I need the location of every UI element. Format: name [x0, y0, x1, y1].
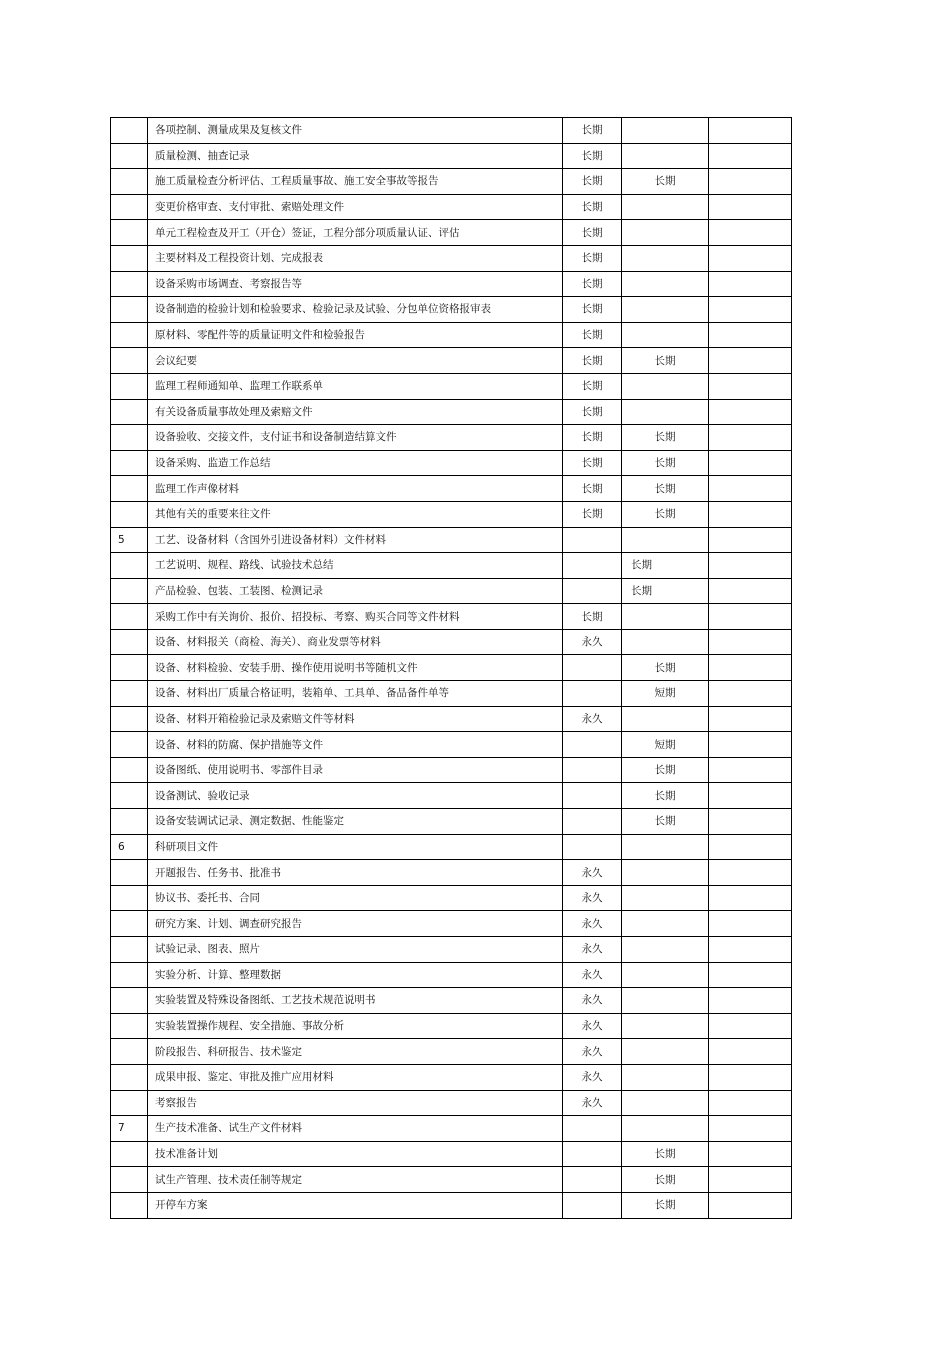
table-row: [111, 425, 792, 451]
remarks-cell: [709, 1090, 792, 1116]
retention-period-a-cell: [563, 834, 622, 860]
retention-period-b-cell: [622, 118, 709, 144]
table-row: [111, 245, 792, 271]
document-title-cell: 设备制造的检验计划和检验要求、检验记录及试验、分包单位资格报审表: [148, 297, 563, 323]
retention-period-a-cell: 永久: [563, 1039, 622, 1065]
table-row: [111, 527, 792, 553]
table-row: [111, 143, 792, 169]
retention-period-b-cell: 长期: [622, 348, 709, 374]
document-title-cell: 成果申报、鉴定、审批及推广应用材料: [148, 1064, 563, 1090]
document-title-cell: 其他有关的重要来往文件: [148, 501, 563, 527]
table-row: [111, 271, 792, 297]
item-number-cell: [111, 194, 148, 220]
retention-period-a-cell: 长期: [563, 118, 622, 144]
retention-period-a-cell: [563, 681, 622, 707]
document-title-cell: 单元工程检查及开工（开仓）签证，工程分部分项质量认证、评估: [148, 220, 563, 246]
remarks-cell: [709, 297, 792, 323]
retention-period-a-cell: [563, 1192, 622, 1218]
retention-period-b-cell: 长期: [622, 655, 709, 681]
retention-period-a-cell: 长期: [563, 399, 622, 425]
retention-period-b-cell: 长期: [622, 809, 709, 835]
retention-period-a-cell: 长期: [563, 373, 622, 399]
document-title-cell: 监理工程师通知单、监理工作联系单: [148, 373, 563, 399]
item-number-cell: [111, 655, 148, 681]
document-title-cell: 设备、材料检验、安装手册、操作使用说明书等随机文件: [148, 655, 563, 681]
item-number-cell: [111, 118, 148, 144]
document-title-cell: 设备安装调试记录、测定数据、性能鉴定: [148, 809, 563, 835]
retention-period-a-cell: 永久: [563, 706, 622, 732]
retention-period-b-cell: [622, 962, 709, 988]
retention-period-a-cell: 永久: [563, 1013, 622, 1039]
item-number-cell: [111, 1167, 148, 1193]
document-title-cell: 各项控制、测量成果及复核文件: [148, 118, 563, 144]
retention-period-b-cell: [622, 834, 709, 860]
item-number-cell: [111, 1090, 148, 1116]
document-title-cell: 研究方案、计划、调查研究报告: [148, 911, 563, 937]
remarks-cell: [709, 220, 792, 246]
retention-period-a-cell: 长期: [563, 450, 622, 476]
document-title-cell: 采购工作中有关询价、报价、招投标、考察、购买合同等文件材料: [148, 604, 563, 630]
item-number-cell: [111, 604, 148, 630]
retention-period-b-cell: 长期: [622, 783, 709, 809]
retention-period-b-cell: 长期: [622, 1141, 709, 1167]
retention-period-a-cell: 永久: [563, 911, 622, 937]
remarks-cell: [709, 1039, 792, 1065]
remarks-cell: [709, 194, 792, 220]
retention-period-b-cell: [622, 527, 709, 553]
item-number-cell: [111, 245, 148, 271]
item-number-cell: [111, 476, 148, 502]
remarks-cell: [709, 501, 792, 527]
remarks-cell: [709, 1141, 792, 1167]
document-title-cell: 设备采购市场调查、考察报告等: [148, 271, 563, 297]
item-number-cell: 7: [111, 1116, 148, 1142]
table-row: [111, 450, 792, 476]
retention-period-b-cell: [622, 271, 709, 297]
remarks-cell: [709, 1192, 792, 1218]
document-title-cell: 实验装置操作规程、安全措施、事故分析: [148, 1013, 563, 1039]
item-number-cell: [111, 425, 148, 451]
retention-period-b-cell: 短期: [622, 732, 709, 758]
remarks-cell: [709, 681, 792, 707]
table-row: [111, 681, 792, 707]
document-title-cell: 设备测试、验收记录: [148, 783, 563, 809]
retention-period-b-cell: [622, 604, 709, 630]
document-title-cell: 产品检验、包装、工装图、检测记录: [148, 578, 563, 604]
retention-period-b-cell: [622, 629, 709, 655]
item-number-cell: [111, 809, 148, 835]
item-number-cell: [111, 757, 148, 783]
document-title-cell: 设备、材料开箱检验记录及索赔文件等材料: [148, 706, 563, 732]
document-title-cell: 考察报告: [148, 1090, 563, 1116]
item-number-cell: [111, 860, 148, 886]
remarks-cell: [709, 911, 792, 937]
table-row: [111, 1090, 792, 1116]
table-row: [111, 1039, 792, 1065]
item-number-cell: 5: [111, 527, 148, 553]
retention-period-b-cell: [622, 937, 709, 963]
remarks-cell: [709, 245, 792, 271]
document-title-cell: 设备、材料的防腐、保护措施等文件: [148, 732, 563, 758]
remarks-cell: [709, 937, 792, 963]
remarks-cell: [709, 118, 792, 144]
retention-period-a-cell: [563, 732, 622, 758]
retention-period-b-cell: [622, 860, 709, 886]
table-row: [111, 757, 792, 783]
table-row: [111, 1064, 792, 1090]
retention-period-b-cell: 长期: [622, 1192, 709, 1218]
remarks-cell: [709, 860, 792, 886]
item-number-cell: [111, 501, 148, 527]
item-number-cell: [111, 1039, 148, 1065]
item-number-cell: [111, 962, 148, 988]
remarks-cell: [709, 476, 792, 502]
item-number-cell: [111, 1192, 148, 1218]
retention-period-a-cell: [563, 1141, 622, 1167]
table-row: [111, 399, 792, 425]
retention-period-a-cell: 永久: [563, 1090, 622, 1116]
table-row: [111, 937, 792, 963]
retention-period-b-cell: [622, 194, 709, 220]
retention-period-a-cell: [563, 757, 622, 783]
retention-period-a-cell: 长期: [563, 322, 622, 348]
table-row: [111, 169, 792, 195]
retention-period-b-cell: [622, 245, 709, 271]
item-number-cell: [111, 297, 148, 323]
retention-period-b-cell: [622, 885, 709, 911]
document-title-cell: 阶段报告、科研报告、技术鉴定: [148, 1039, 563, 1065]
item-number-cell: [111, 911, 148, 937]
retention-period-a-cell: [563, 553, 622, 579]
retention-period-b-cell: [622, 297, 709, 323]
retention-period-b-cell: 长期: [622, 169, 709, 195]
document-title-cell: 监理工作声像材料: [148, 476, 563, 502]
retention-period-b-cell: [622, 911, 709, 937]
item-number-cell: [111, 553, 148, 579]
table-row: [111, 118, 792, 144]
retention-period-a-cell: 永久: [563, 988, 622, 1014]
item-number-cell: [111, 629, 148, 655]
remarks-cell: [709, 399, 792, 425]
retention-period-b-cell: [622, 1116, 709, 1142]
table-row: [111, 348, 792, 374]
table-row: [111, 604, 792, 630]
remarks-cell: [709, 1013, 792, 1039]
retention-period-b-cell: 长期: [622, 425, 709, 451]
retention-period-b-cell: 长期: [622, 450, 709, 476]
retention-period-a-cell: 长期: [563, 143, 622, 169]
retention-period-a-cell: 永久: [563, 629, 622, 655]
remarks-cell: [709, 450, 792, 476]
retention-period-a-cell: 长期: [563, 604, 622, 630]
remarks-cell: [709, 604, 792, 630]
document-title-cell: 变更价格审查、支付审批、索赔处理文件: [148, 194, 563, 220]
retention-period-b-cell: [622, 322, 709, 348]
remarks-cell: [709, 732, 792, 758]
retention-period-a-cell: 长期: [563, 271, 622, 297]
table-row: [111, 1192, 792, 1218]
table-row: [111, 220, 792, 246]
remarks-cell: [709, 271, 792, 297]
table-row: [111, 834, 792, 860]
remarks-cell: [709, 143, 792, 169]
item-number-cell: [111, 885, 148, 911]
item-number-cell: [111, 348, 148, 374]
item-number-cell: [111, 143, 148, 169]
document-title-cell: 设备、材料出厂质量合格证明，装箱单、工具单、备品备件单等: [148, 681, 563, 707]
retention-period-b-cell: 长期: [622, 501, 709, 527]
item-number-cell: [111, 271, 148, 297]
document-title-cell: 有关设备质量事故处理及索赔文件: [148, 399, 563, 425]
document-title-cell: 工艺、设备材料（含国外引进设备材料）文件材料: [148, 527, 563, 553]
remarks-cell: [709, 348, 792, 374]
retention-period-a-cell: [563, 527, 622, 553]
document-title-cell: 设备采购、监造工作总结: [148, 450, 563, 476]
item-number-cell: [111, 706, 148, 732]
table-body: [111, 118, 792, 1219]
remarks-cell: [709, 1116, 792, 1142]
remarks-cell: [709, 706, 792, 732]
retention-period-b-cell: [622, 1090, 709, 1116]
retention-period-b-cell: 长期: [622, 757, 709, 783]
item-number-cell: [111, 988, 148, 1014]
document-title-cell: 施工质量检查分析评估、工程质量事故、施工安全事故等报告: [148, 169, 563, 195]
document-title-cell: 实验分析、计算、整理数据: [148, 962, 563, 988]
document-title-cell: 生产技术准备、试生产文件材料: [148, 1116, 563, 1142]
remarks-cell: [709, 757, 792, 783]
remarks-cell: [709, 809, 792, 835]
remarks-cell: [709, 553, 792, 579]
remarks-cell: [709, 1064, 792, 1090]
document-title-cell: 试生产管理、技术责任制等规定: [148, 1167, 563, 1193]
table-row: [111, 578, 792, 604]
retention-period-a-cell: [563, 1116, 622, 1142]
item-number-cell: [111, 373, 148, 399]
retention-period-b-cell: [622, 220, 709, 246]
retention-period-a-cell: 长期: [563, 220, 622, 246]
remarks-cell: [709, 322, 792, 348]
remarks-cell: [709, 425, 792, 451]
document-title-cell: 设备图纸、使用说明书、零部件目录: [148, 757, 563, 783]
remarks-cell: [709, 962, 792, 988]
remarks-cell: [709, 783, 792, 809]
retention-period-a-cell: [563, 578, 622, 604]
table-row: [111, 553, 792, 579]
remarks-cell: [709, 527, 792, 553]
retention-period-a-cell: [563, 783, 622, 809]
document-title-cell: 原材料、零配件等的质量证明文件和检验报告: [148, 322, 563, 348]
retention-period-a-cell: 长期: [563, 245, 622, 271]
table-row: [111, 1013, 792, 1039]
retention-period-b-cell: [622, 1064, 709, 1090]
document-title-cell: 技术准备计划: [148, 1141, 563, 1167]
remarks-cell: [709, 885, 792, 911]
item-number-cell: [111, 937, 148, 963]
retention-period-a-cell: [563, 1167, 622, 1193]
remarks-cell: [709, 834, 792, 860]
remarks-cell: [709, 655, 792, 681]
retention-period-b-cell: [622, 1039, 709, 1065]
retention-period-b-cell: 长期: [622, 578, 709, 604]
document-title-cell: 工艺说明、规程、路线、试验技术总结: [148, 553, 563, 579]
item-number-cell: [111, 322, 148, 348]
remarks-cell: [709, 988, 792, 1014]
retention-period-b-cell: 短期: [622, 681, 709, 707]
item-number-cell: [111, 578, 148, 604]
retention-period-a-cell: 永久: [563, 885, 622, 911]
item-number-cell: [111, 220, 148, 246]
retention-period-b-cell: [622, 988, 709, 1014]
remarks-cell: [709, 169, 792, 195]
retention-period-a-cell: 永久: [563, 962, 622, 988]
document-title-cell: 实验装置及特殊设备图纸、工艺技术规范说明书: [148, 988, 563, 1014]
retention-period-a-cell: 长期: [563, 476, 622, 502]
retention-period-a-cell: [563, 809, 622, 835]
table-row: [111, 809, 792, 835]
document-title-cell: 科研项目文件: [148, 834, 563, 860]
retention-period-a-cell: 永久: [563, 1064, 622, 1090]
retention-period-a-cell: 长期: [563, 425, 622, 451]
table-row: [111, 476, 792, 502]
document-title-cell: 会议纪要: [148, 348, 563, 374]
table-row: [111, 885, 792, 911]
retention-period-a-cell: 永久: [563, 860, 622, 886]
archive-retention-table: [110, 117, 792, 1219]
table-row: [111, 297, 792, 323]
item-number-cell: 6: [111, 834, 148, 860]
table-row: [111, 706, 792, 732]
table-row: [111, 860, 792, 886]
document-title-cell: 质量检测、抽查记录: [148, 143, 563, 169]
retention-period-a-cell: 长期: [563, 501, 622, 527]
document-title-cell: 协议书、委托书、合同: [148, 885, 563, 911]
retention-period-b-cell: 长期: [622, 553, 709, 579]
retention-period-a-cell: [563, 655, 622, 681]
retention-period-b-cell: [622, 1013, 709, 1039]
document-title-cell: 设备、材料报关（商检、海关）、商业发票等材料: [148, 629, 563, 655]
item-number-cell: [111, 1013, 148, 1039]
table-row: [111, 629, 792, 655]
document-title-cell: 开题报告、任务书、批准书: [148, 860, 563, 886]
retention-period-b-cell: 长期: [622, 476, 709, 502]
retention-period-a-cell: 长期: [563, 169, 622, 195]
retention-period-b-cell: [622, 399, 709, 425]
retention-period-b-cell: [622, 373, 709, 399]
retention-period-a-cell: 永久: [563, 937, 622, 963]
item-number-cell: [111, 169, 148, 195]
item-number-cell: [111, 783, 148, 809]
table-row: [111, 501, 792, 527]
item-number-cell: [111, 1141, 148, 1167]
remarks-cell: [709, 629, 792, 655]
remarks-cell: [709, 578, 792, 604]
remarks-cell: [709, 1167, 792, 1193]
table-row: [111, 1141, 792, 1167]
table-row: [111, 988, 792, 1014]
retention-period-b-cell: [622, 143, 709, 169]
document-title-cell: 试验记录、图表、照片: [148, 937, 563, 963]
item-number-cell: [111, 450, 148, 476]
table-row: [111, 655, 792, 681]
document-title-cell: 开停车方案: [148, 1192, 563, 1218]
table-row: [111, 373, 792, 399]
remarks-cell: [709, 373, 792, 399]
table-row: [111, 783, 792, 809]
item-number-cell: [111, 681, 148, 707]
item-number-cell: [111, 732, 148, 758]
table-row: [111, 194, 792, 220]
document-title-cell: 设备验收、交接文件，支付证书和设备制造结算文件: [148, 425, 563, 451]
table-row: [111, 732, 792, 758]
table-row: [111, 1116, 792, 1142]
retention-period-a-cell: 长期: [563, 194, 622, 220]
table-row: [111, 1167, 792, 1193]
table-row: [111, 322, 792, 348]
item-number-cell: [111, 399, 148, 425]
retention-period-a-cell: 长期: [563, 297, 622, 323]
retention-period-a-cell: 长期: [563, 348, 622, 374]
item-number-cell: [111, 1064, 148, 1090]
table-row: [111, 911, 792, 937]
retention-period-b-cell: [622, 706, 709, 732]
document-title-cell: 主要材料及工程投资计划、完成报表: [148, 245, 563, 271]
retention-period-b-cell: 长期: [622, 1167, 709, 1193]
table-row: [111, 962, 792, 988]
